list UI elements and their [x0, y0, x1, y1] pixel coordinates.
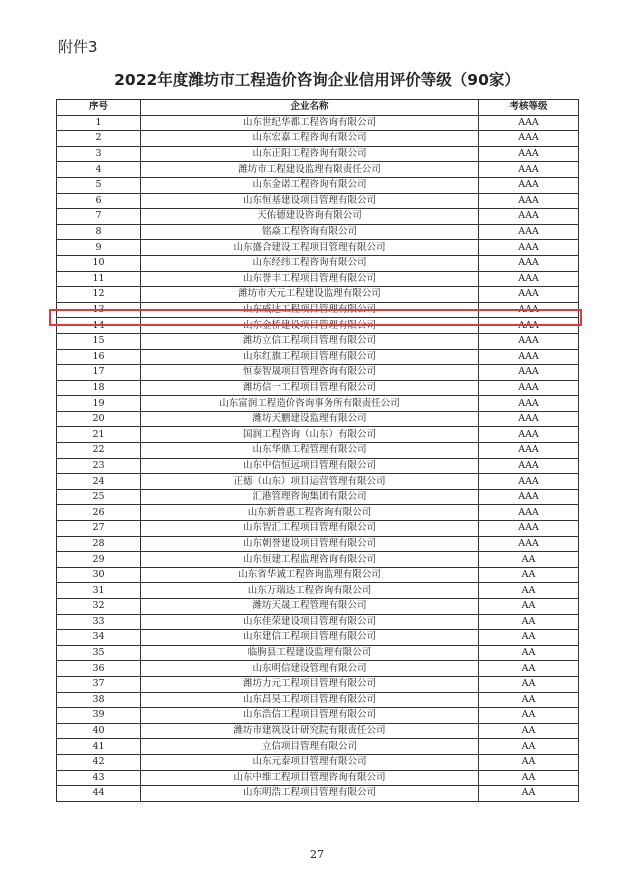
grade: AA: [479, 661, 579, 677]
company-name: 山东智汇工程项目管理有限公司: [141, 521, 479, 537]
company-name: 山东浩信工程项目管理有限公司: [141, 708, 479, 724]
grade: AAA: [479, 131, 579, 147]
company-name: 立信项目管理有限公司: [141, 739, 479, 755]
table-row: [57, 115, 579, 131]
grade: AAA: [479, 458, 579, 474]
grade: AA: [479, 614, 579, 630]
company-name: 山东万瑞达工程咨询有限公司: [141, 583, 479, 599]
grade: AAA: [479, 271, 579, 287]
table-row: [57, 131, 579, 147]
grade: AAA: [479, 224, 579, 240]
table-row: [57, 224, 579, 240]
row-index: 3: [57, 146, 141, 162]
company-name: 山东正阳工程咨询有限公司: [141, 146, 479, 162]
row-index: 26: [57, 505, 141, 521]
table-row: [57, 333, 579, 349]
row-index: 8: [57, 224, 141, 240]
grade: AAA: [479, 333, 579, 349]
grade: AAA: [479, 365, 579, 381]
company-name: 山东金桥建设项目管理有限公司: [141, 318, 479, 334]
company-name: 山东红旗工程项目管理有限公司: [141, 349, 479, 365]
row-index: 40: [57, 723, 141, 739]
row-index: 32: [57, 599, 141, 615]
company-name: 潍坊力元工程项目管理有限公司: [141, 676, 479, 692]
table-row: [57, 552, 579, 568]
rating-table: [56, 99, 579, 802]
row-index: 27: [57, 521, 141, 537]
table-row: [57, 396, 579, 412]
table-row: [57, 255, 579, 271]
grade: AAA: [479, 411, 579, 427]
row-index: 39: [57, 708, 141, 724]
company-name: 正德（山东）项目运营管理有限公司: [141, 474, 479, 490]
company-name: 山东富润工程造价咨询事务所有限责任公司: [141, 396, 479, 412]
table-row: [57, 271, 579, 287]
table-row: [57, 146, 579, 162]
row-index: 7: [57, 209, 141, 225]
company-name: 山东中信恒远项目管理有限公司: [141, 458, 479, 474]
table-row: [57, 786, 579, 802]
row-index: 6: [57, 193, 141, 209]
row-index: 34: [57, 630, 141, 646]
company-name: 山东威达工程项目管理有限公司: [141, 302, 479, 318]
company-name: 潍坊信一工程项目管理有限公司: [141, 380, 479, 396]
row-index: 11: [57, 271, 141, 287]
page-number: 27: [310, 848, 324, 861]
row-index: 19: [57, 396, 141, 412]
grade: AA: [479, 552, 579, 568]
table-row: [57, 692, 579, 708]
grade: AA: [479, 630, 579, 646]
company-name: 国润工程咨询（山东）有限公司: [141, 427, 479, 443]
row-index: 5: [57, 177, 141, 193]
grade: AA: [479, 583, 579, 599]
grade: AA: [479, 786, 579, 802]
row-index: 20: [57, 411, 141, 427]
row-index: 21: [57, 427, 141, 443]
grade: AAA: [479, 240, 579, 256]
row-index: 9: [57, 240, 141, 256]
grade: AA: [479, 770, 579, 786]
grade: AA: [479, 739, 579, 755]
table-row: [57, 536, 579, 552]
grade: AAA: [479, 209, 579, 225]
table-row: [57, 521, 579, 537]
table-row: [57, 754, 579, 770]
grade: AA: [479, 567, 579, 583]
header-company: 企业名称: [141, 100, 479, 116]
grade: AAA: [479, 302, 579, 318]
table-row: [57, 708, 579, 724]
table-row: [57, 193, 579, 209]
grade: AAA: [479, 536, 579, 552]
table-row: [57, 380, 579, 396]
company-name: 潍坊天鹏建设监理有限公司: [141, 411, 479, 427]
table-row: [57, 287, 579, 303]
company-name: 山东中维工程项目管理咨询有限公司: [141, 770, 479, 786]
table-row: [57, 240, 579, 256]
company-name: 山东金诺工程咨询有限公司: [141, 177, 479, 193]
company-name: 潍坊市天元工程建设监理有限公司: [141, 287, 479, 303]
table-row: [57, 162, 579, 178]
grade: AA: [479, 676, 579, 692]
company-name: 山东华鼎工程管理有限公司: [141, 443, 479, 459]
grade: AAA: [479, 474, 579, 490]
row-index: 37: [57, 676, 141, 692]
company-name: 山东世纪华都工程咨询有限公司: [141, 115, 479, 131]
row-index: 33: [57, 614, 141, 630]
grade: AAA: [479, 318, 579, 334]
company-name: 铭焱工程咨询有限公司: [141, 224, 479, 240]
grade: AAA: [479, 146, 579, 162]
row-index: 4: [57, 162, 141, 178]
row-index: 23: [57, 458, 141, 474]
grade: AAA: [479, 115, 579, 131]
company-name: 山东朝誉建设项目管理有限公司: [141, 536, 479, 552]
row-index: 43: [57, 770, 141, 786]
row-index: 14: [57, 318, 141, 334]
row-index: 44: [57, 786, 141, 802]
grade: AA: [479, 599, 579, 615]
header-index: 序号: [57, 100, 141, 116]
row-index: 24: [57, 474, 141, 490]
company-name: 临朐县工程建设监理有限公司: [141, 645, 479, 661]
highlight-box: [49, 309, 582, 326]
table-row: [57, 614, 579, 630]
row-index: 41: [57, 739, 141, 755]
company-name: 汇港管理咨询集团有限公司: [141, 489, 479, 505]
grade: AA: [479, 754, 579, 770]
row-index: 15: [57, 333, 141, 349]
table-row: [57, 567, 579, 583]
table-header-row: [57, 100, 579, 116]
grade: AA: [479, 692, 579, 708]
table-row: [57, 411, 579, 427]
table-row: [57, 209, 579, 225]
company-name: 山东宏嘉工程咨询有限公司: [141, 131, 479, 147]
company-name: 山东佳荣建设项目管理有限公司: [141, 614, 479, 630]
table-row: [57, 583, 579, 599]
company-name: 山东新普惠工程咨询有限公司: [141, 505, 479, 521]
row-index: 12: [57, 287, 141, 303]
company-name: 山东恒基建设项目管理有限公司: [141, 193, 479, 209]
grade: AA: [479, 723, 579, 739]
row-index: 38: [57, 692, 141, 708]
table-row: [57, 458, 579, 474]
grade: AAA: [479, 287, 579, 303]
grade: AAA: [479, 380, 579, 396]
table-row: [57, 661, 579, 677]
grade: AAA: [479, 193, 579, 209]
table-row: [57, 427, 579, 443]
company-name: 山东恒建工程监理咨询有限公司: [141, 552, 479, 568]
table-row: [57, 599, 579, 615]
row-index: 42: [57, 754, 141, 770]
row-index: 36: [57, 661, 141, 677]
table-row: [57, 645, 579, 661]
grade: AAA: [479, 443, 579, 459]
table-row: [57, 739, 579, 755]
grade: AAA: [479, 427, 579, 443]
annex-label: 附件3: [58, 38, 98, 56]
row-index: 16: [57, 349, 141, 365]
table-row: [57, 349, 579, 365]
company-name: 山东昌昊工程项目管理有限公司: [141, 692, 479, 708]
row-index: 10: [57, 255, 141, 271]
row-index: 18: [57, 380, 141, 396]
company-name: 潍坊天晟工程管理有限公司: [141, 599, 479, 615]
company-name: 山东明信建设管理有限公司: [141, 661, 479, 677]
row-index: 1: [57, 115, 141, 131]
table-row: [57, 474, 579, 490]
row-index: 25: [57, 489, 141, 505]
grade: AA: [479, 708, 579, 724]
document-title: 2022年度潍坊市工程造价咨询企业信用评价等级（90家）: [114, 71, 520, 89]
table-row: [57, 177, 579, 193]
company-name: 山东建信工程项目管理有限公司: [141, 630, 479, 646]
company-name: 潍坊市工程建设监理有限责任公司: [141, 162, 479, 178]
grade: AAA: [479, 489, 579, 505]
table-row: [57, 676, 579, 692]
grade: AAA: [479, 349, 579, 365]
table-row: [57, 723, 579, 739]
grade: AAA: [479, 177, 579, 193]
row-index: 31: [57, 583, 141, 599]
row-index: 2: [57, 131, 141, 147]
company-name: 潍坊市建筑设计研究院有限责任公司: [141, 723, 479, 739]
row-index: 35: [57, 645, 141, 661]
row-index: 13: [57, 302, 141, 318]
header-grade: 考核等级: [479, 100, 579, 116]
grade: AAA: [479, 255, 579, 271]
row-index: 17: [57, 365, 141, 381]
row-index: 29: [57, 552, 141, 568]
row-index: 22: [57, 443, 141, 459]
company-name: 山东省华诚工程咨询监理有限公司: [141, 567, 479, 583]
company-name: 山东经纬工程咨询有限公司: [141, 255, 479, 271]
grade: AAA: [479, 396, 579, 412]
table-row: [57, 489, 579, 505]
table-row: [57, 443, 579, 459]
company-name: 山东誉丰工程项目管理有限公司: [141, 271, 479, 287]
table-row: [57, 505, 579, 521]
company-name: 山东明浩工程项目管理有限公司: [141, 786, 479, 802]
table-row: [57, 630, 579, 646]
grade: AA: [479, 645, 579, 661]
company-name: 潍坊立信工程项目管理有限公司: [141, 333, 479, 349]
company-name: 恒泰智晟项目管理咨询有限公司: [141, 365, 479, 381]
grade: AAA: [479, 521, 579, 537]
company-name: 山东元泰项目管理有限公司: [141, 754, 479, 770]
company-name: 天佑德建设咨询有限公司: [141, 209, 479, 225]
row-index: 30: [57, 567, 141, 583]
grade: AAA: [479, 505, 579, 521]
grade: AAA: [479, 162, 579, 178]
row-index: 28: [57, 536, 141, 552]
table-row: [57, 770, 579, 786]
company-name: 山东盛合建设工程项目管理有限公司: [141, 240, 479, 256]
table-row: [57, 365, 579, 381]
